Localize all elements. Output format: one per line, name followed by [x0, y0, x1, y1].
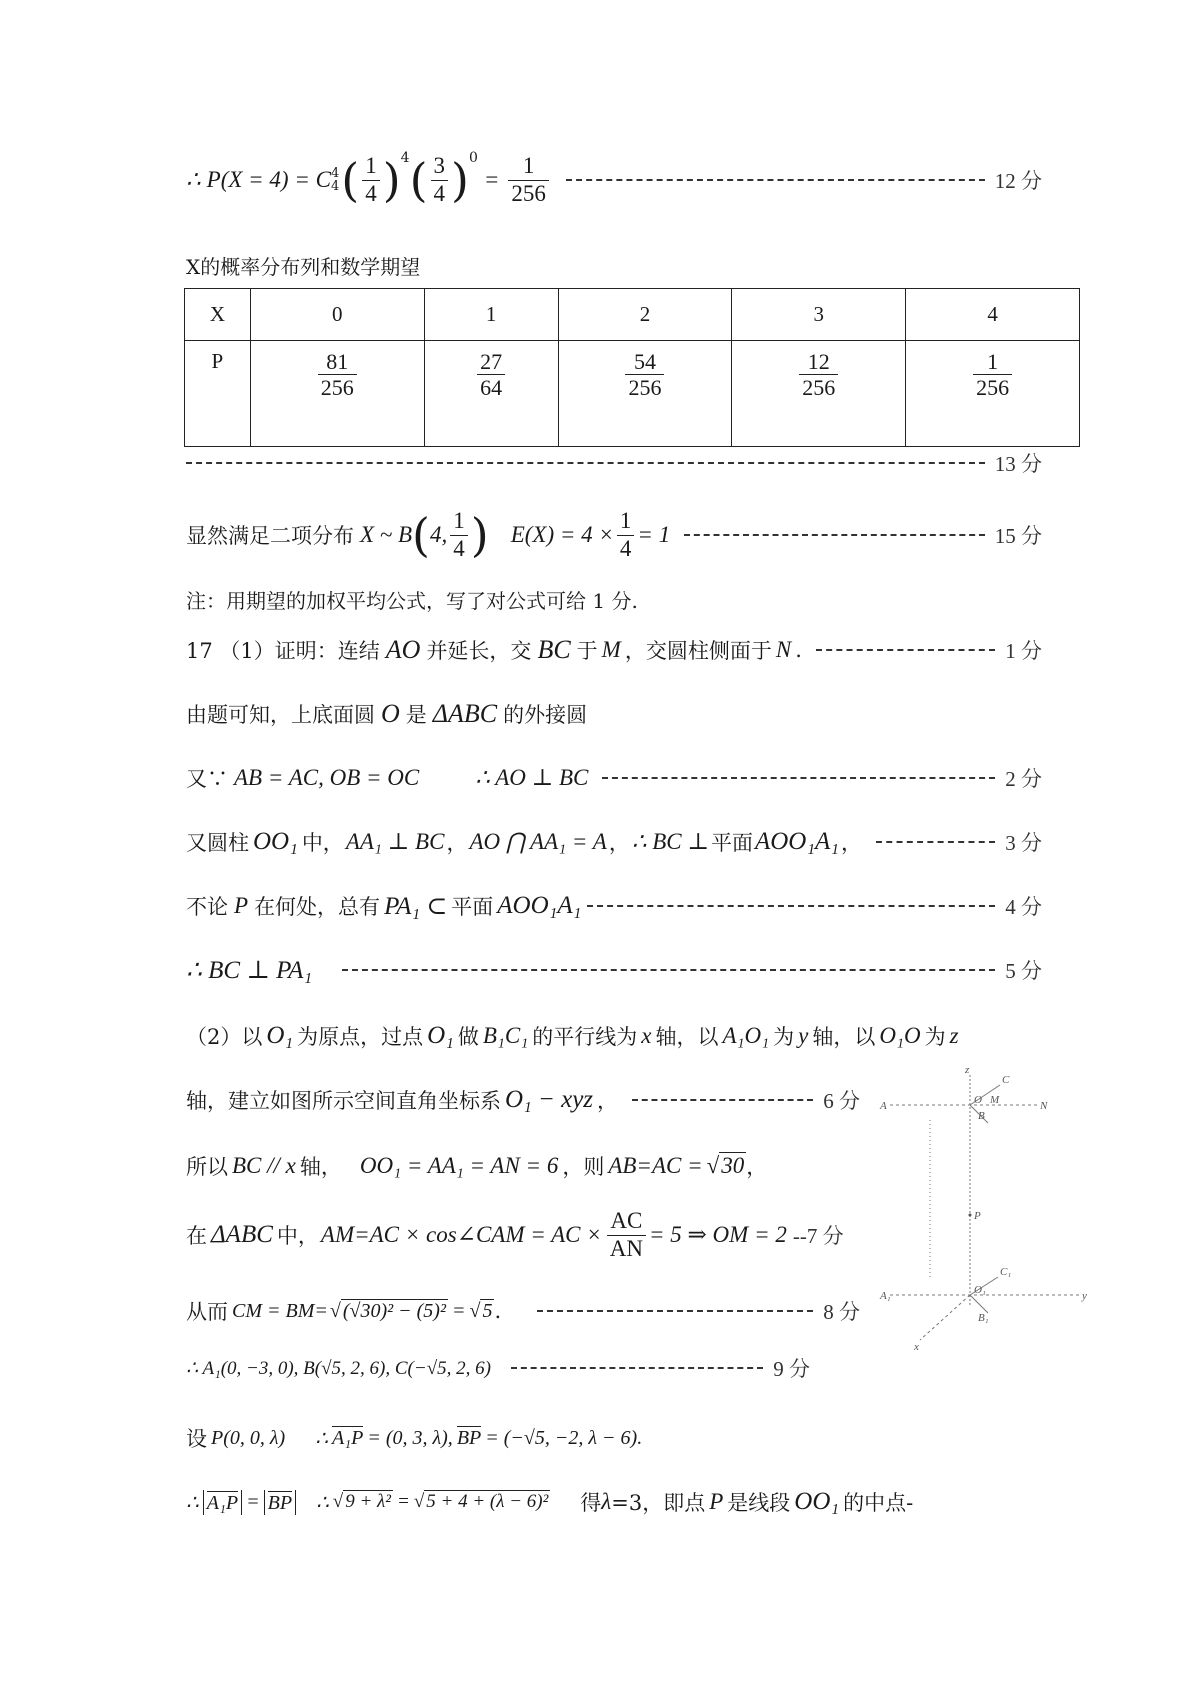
score-1: 1 分 [1005, 639, 1042, 663]
header-cell: 0 [250, 289, 424, 341]
line-p-x-4 [186, 150, 1042, 210]
exponent-0: 0 [468, 150, 478, 166]
text: 平面 [710, 831, 753, 855]
line-am-om [186, 1205, 860, 1265]
comb-index [331, 167, 339, 193]
table-caption-text: X的概率分布列和数学期望 [186, 254, 421, 279]
text: . [494, 1299, 502, 1323]
text: 为原点，过点 [297, 1025, 424, 1049]
math: P(0, 0, λ) [211, 1426, 286, 1449]
text: 轴， [299, 1155, 342, 1179]
label-c1: C₁ [1000, 1266, 1012, 1278]
math: CM = BM= [232, 1299, 328, 1322]
text: 不论 [186, 895, 228, 919]
table-caption [186, 250, 1042, 280]
math: = 5 ⇒ OM = 2 [649, 1222, 787, 1247]
label-a1: A₁ [880, 1290, 891, 1302]
line-ao-perp-bc [186, 760, 1042, 796]
x-axis [920, 1295, 970, 1340]
radicand: 30 [721, 1153, 745, 1178]
table-prob-row [185, 341, 1080, 447]
equals-sign: = [483, 167, 500, 192]
math: z [949, 1023, 959, 1048]
text: 中， [276, 1224, 319, 1248]
text: 所以 [186, 1155, 228, 1179]
text: 得 [580, 1491, 602, 1515]
expectation-expr: E(X) = 4 × [510, 522, 614, 547]
abs-bp [264, 1490, 296, 1515]
text: 是线段 [727, 1491, 791, 1515]
sqrt-30: √30 [706, 1153, 745, 1178]
header-cell: X [185, 289, 251, 341]
prob-fraction: $\frac{81}{256}$ [318, 349, 357, 401]
math: AOO₁A₁ [497, 892, 582, 919]
equals-sign: = [246, 1490, 260, 1513]
vector-bp: BP [267, 1491, 293, 1514]
text: =3，即点 [611, 1491, 706, 1515]
math: AB=AC = [608, 1153, 703, 1178]
sqrt-expression: √ (√30)² − (5)² [329, 1299, 446, 1322]
prob-cell [732, 341, 906, 447]
text: 轴，建立如图所示空间直角坐标系 [186, 1089, 501, 1113]
score-2: 2 分 [1005, 767, 1042, 791]
point-p [969, 1214, 972, 1217]
paren-close: ) [470, 508, 489, 562]
math: B₁C₁ [482, 1023, 529, 1048]
paren-close: ) [382, 153, 401, 207]
dash-leader [537, 1310, 813, 1312]
probability-table [184, 288, 1080, 447]
label-z: z [965, 1065, 970, 1076]
line-set-p [186, 1418, 1042, 1458]
text: 17 （1）证明：连结 [186, 639, 380, 663]
text: 轴，以 [812, 1025, 876, 1049]
math: O [381, 699, 400, 728]
fraction-ac-an: $\frac{AC}{AN}$ [607, 1208, 646, 1262]
dash-leader [342, 969, 995, 971]
math: AOO₁A₁ [754, 828, 840, 855]
math: ∴ [316, 1491, 329, 1514]
coordinate-figure [870, 1065, 1100, 1365]
math: AO ⋂ AA₁ = A [469, 829, 607, 854]
score-15: 15 分 [994, 524, 1042, 548]
math: N [775, 637, 792, 662]
line-solve-lambda [186, 1480, 1042, 1524]
fraction-1-4: $\frac{1}{4}$ [617, 508, 635, 562]
score-12: 12 分 [994, 169, 1042, 193]
math: = (−√5, −2, λ − 6). [485, 1426, 643, 1449]
text: 在 [186, 1224, 207, 1248]
math: x [641, 1023, 652, 1048]
dash-leader [566, 179, 985, 181]
fraction-3-4: $\frac{3}{4}$ [431, 153, 449, 207]
math: = [451, 1299, 466, 1322]
label-m: M [990, 1094, 1000, 1106]
text: ， [608, 831, 630, 855]
label-o1: O₁ [974, 1284, 986, 1296]
math: ∴ A₁(0, −3, 0), B(√5, 2, 6), C(−√5, 2, 6) [186, 1357, 491, 1379]
line-score-13 [186, 448, 1042, 478]
abs-a1p [203, 1490, 242, 1515]
text: 轴，以 [655, 1025, 719, 1049]
sqrt-left: √ 9 + λ² [332, 1491, 391, 1512]
text: 的外接圆 [503, 703, 588, 727]
header-cell: 3 [732, 289, 906, 341]
label-o: O [974, 1094, 982, 1106]
paren-open-2: ( [409, 153, 428, 207]
text: 做 [457, 1025, 479, 1049]
label-x: x [914, 1341, 919, 1353]
math: P [709, 1489, 724, 1514]
math: ∴ AO ⊥ BC [475, 765, 589, 790]
text: 为 [924, 1025, 946, 1049]
vector-a1p: A₁P [331, 1427, 364, 1449]
math: M [601, 637, 621, 662]
vector-a1p: A₁P [206, 1491, 239, 1514]
math: O₁ − xyz [505, 1086, 594, 1113]
paren-open: ( [341, 153, 360, 207]
paren-close-2: ) [451, 153, 469, 207]
expectation-result: = 1 [637, 522, 671, 547]
exponent-4: 4 [400, 150, 410, 166]
line-coordinate-system [186, 1082, 860, 1118]
text: 于 [576, 639, 598, 663]
math: O₁ [266, 1022, 294, 1049]
prob-cell [906, 341, 1080, 447]
line-cm-bm [186, 1293, 860, 1329]
math-p-expr: P(X = 4) = C [206, 167, 331, 192]
line-bc-parallel-x [186, 1148, 860, 1184]
line-bc-perp-pa1 [186, 952, 1042, 988]
text: 的中点- [843, 1491, 914, 1515]
binomial-text: 显然满足二项分布 [186, 524, 354, 548]
math: BC // x [232, 1153, 296, 1178]
sqrt-right: √ 5 + 4 + (λ − 6)² [413, 1491, 549, 1512]
prob-fraction: $\frac{27}{64}$ [477, 349, 505, 401]
line-binomial [186, 505, 1042, 565]
text: 又圆柱 [186, 831, 249, 855]
prob-fraction: $\frac{54}{256}$ [625, 349, 664, 401]
score-7: --7 分 [792, 1224, 844, 1248]
radicand: 5 + 4 + (λ − 6)² [426, 1491, 549, 1512]
line-part-2 [186, 1018, 1042, 1054]
math: ∴ [315, 1427, 328, 1450]
prob-cell [558, 341, 732, 447]
line-pa1-in-plane [186, 888, 1042, 924]
math: BC [537, 635, 571, 664]
score-4: 4 分 [1005, 895, 1042, 919]
label-c: C [1002, 1074, 1010, 1086]
math: λ [601, 1489, 612, 1514]
math: P [234, 893, 249, 918]
dash-leader [876, 841, 995, 843]
line-circumcircle [186, 696, 1042, 732]
prob-fraction: $\frac{1}{256}$ [973, 349, 1012, 401]
text: ， [446, 831, 468, 855]
text: ， [597, 1089, 619, 1113]
label-b: B [978, 1110, 985, 1122]
math: ΔABC [432, 699, 498, 728]
label-y: y [1082, 1290, 1087, 1302]
note-line [186, 584, 1042, 614]
vector-bp: BP [456, 1427, 482, 1449]
sqrt-5: √ 5 [469, 1299, 493, 1322]
dash-leader [511, 1367, 763, 1369]
text: 是 [405, 703, 427, 727]
text: 的平行线为 [532, 1025, 638, 1049]
text: ，交圆柱侧面于 [624, 639, 772, 663]
math: ΔABC [211, 1221, 273, 1248]
table-header-row [185, 289, 1080, 341]
text: 由题可知，上底面圆 [186, 703, 375, 727]
text: 平面 [451, 895, 494, 919]
text: ， [746, 1155, 768, 1179]
label-a: A [880, 1100, 887, 1112]
row-label-cell: P [185, 341, 251, 447]
radicand: 5 [482, 1299, 493, 1322]
text: 在何处，总有 [254, 895, 381, 919]
prob-cell [250, 341, 424, 447]
math: AO [385, 635, 421, 664]
text: 并延长，交 [426, 639, 532, 663]
comb-sub: 4 [330, 179, 340, 194]
score-5: 5 分 [1005, 959, 1042, 983]
math: OO₁ = AA₁ = AN = 6 [359, 1153, 559, 1178]
score-6: 6 分 [823, 1089, 860, 1113]
dash-leader [816, 649, 995, 651]
radicand: 9 + λ² [345, 1491, 391, 1512]
math: AM=AC × cos∠CAM = AC × [320, 1222, 602, 1247]
header-cell: 4 [906, 289, 1080, 341]
fraction-1-4: $\frac{1}{4}$ [362, 153, 380, 207]
text: ，则 [562, 1155, 605, 1179]
comb-sup: 4 [330, 166, 340, 181]
math: OO₁ [794, 1488, 840, 1515]
dash-leader [587, 905, 995, 907]
math: AA₁ ⊥ BC [345, 829, 445, 854]
line-17-1 [186, 632, 1042, 668]
dash-leader [684, 534, 985, 536]
fraction-1-4: $\frac{1}{4}$ [450, 508, 468, 562]
bottom-o1b1 [970, 1295, 988, 1313]
dash-leader [632, 1099, 813, 1101]
binomial-arg: 4, [430, 522, 448, 547]
score-8: 8 分 [823, 1300, 860, 1324]
math: OO₁ [253, 828, 298, 855]
math: = (0, 3, λ), [367, 1426, 453, 1449]
math: ∴ [186, 1491, 199, 1514]
header-cell: 2 [558, 289, 732, 341]
dash-leader [602, 777, 995, 779]
text: 中， [301, 831, 344, 855]
math: PA₁ ⊂ [384, 893, 448, 920]
binomial-expr: X ~ B [360, 522, 413, 547]
line-coordinates [186, 1350, 810, 1386]
math: ∴ BC ⊥ PA₁ [186, 957, 313, 984]
text: 设 [186, 1427, 207, 1451]
note-text: 注：用期望的加权平均公式，写了对公式可给 1 分. [186, 588, 638, 613]
header-cell: 1 [424, 289, 558, 341]
math: O₁ [427, 1022, 454, 1049]
radicand: (√30)² − (5)² [342, 1299, 446, 1322]
math: ∴ BC ⊥ [631, 829, 709, 854]
score-9: 9 分 [773, 1357, 810, 1381]
score-3: 3 分 [1005, 831, 1042, 855]
score-13: 13 分 [994, 452, 1042, 476]
label-n: N [1040, 1100, 1048, 1112]
text: 又∵ [186, 767, 228, 791]
label-p: P [974, 1210, 981, 1222]
text: ， [841, 831, 863, 855]
paren-open: ( [412, 508, 430, 562]
math: A₁O₁ [722, 1023, 770, 1048]
dash-leader [186, 462, 985, 464]
prob-cell [424, 341, 558, 447]
line-bc-perp-plane [186, 824, 1042, 860]
text: 从而 [186, 1300, 228, 1324]
text: . [795, 638, 802, 662]
text: 为 [773, 1025, 795, 1049]
math: O₁O [879, 1023, 921, 1048]
fraction-1-256: $\frac{1}{256}$ [508, 153, 549, 207]
math: y [798, 1023, 809, 1048]
math: AB = AC, OB = OC [234, 765, 420, 790]
label-b1: B₁ [978, 1312, 989, 1324]
equals-sign: = [396, 1491, 410, 1512]
prob-fraction: $\frac{12}{256}$ [799, 349, 838, 401]
text: （2）以 [186, 1025, 263, 1049]
math-therefore: ∴ [186, 167, 201, 192]
